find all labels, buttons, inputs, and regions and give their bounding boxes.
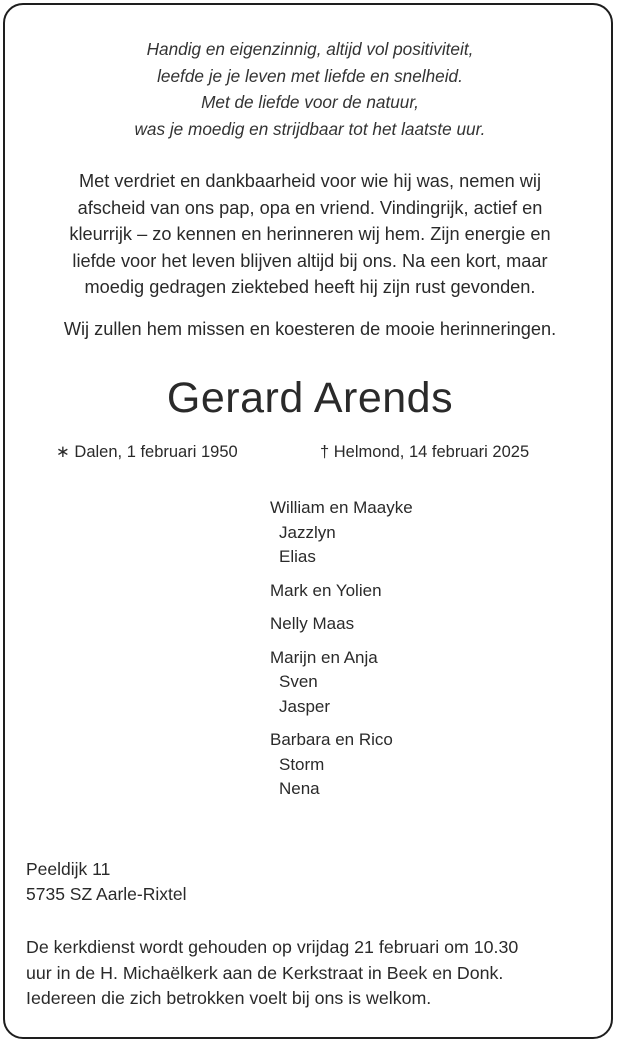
address-line: 5735 SZ Aarle-Rixtel [26,884,187,904]
intro-line: afscheid van ons pap, opa en vriend. Vindingrijk, actief en [77,197,543,218]
service-line: uur in de H. Michaëlkerk aan de Kerkstraat in Beek en Donk. [26,962,504,983]
family-group [270,646,413,720]
family-child: Jasper [279,696,331,716]
family-child: Sven [279,672,318,691]
death-date: † Helmond, 14 februari 2025 [320,443,530,461]
family-head: Nelly Maas [270,614,355,633]
intro-line: liefde voor het leven blijven altijd bij ons. Na een kort, maar [72,250,548,271]
family-group [270,612,413,637]
family-head: William en Maayke [270,498,413,517]
correspondence-address [26,857,187,907]
family-child: Nena [279,779,320,798]
address-line: Peeldijk 11 [26,859,111,879]
poem-line: Handig en eigenzinnig, altijd vol positiviteit, [146,39,474,59]
service-line: Iedereen die zich betrokken voelt bij ons is welkom. [26,988,432,1008]
poem-line: was je moedig en strijdbaar tot het laatste uur. [134,118,486,139]
family-child: Storm [279,754,325,774]
family-head: Mark en Yolien [270,580,382,600]
family-group [270,579,413,604]
family-child: Jazzlyn [279,522,336,542]
intro-text [0,168,620,301]
poem-line: Met de liefde voor de natuur, [201,92,419,112]
family-group [270,496,413,570]
relatives-list [270,496,413,811]
intro-line: kleurrijk – zo kennen en herinneren wij hem. Zijn energie en [69,224,551,245]
family-group [270,728,413,802]
closing-line: Wij zullen hem missen en koesteren de mooie herinneringen. [63,319,557,339]
service-details [26,935,518,1012]
poem-line: leefde je je leven met liefde en snelheid. [157,65,463,86]
family-head: Barbara en Rico [270,730,393,749]
service-line: De kerkdienst wordt gehouden op vrijdag 21 februari om 10.30 [26,937,519,957]
family-child: Elias [279,547,316,566]
intro-line: moedig gedragen ziektebed heeft hij zijn rust gevonden. [84,277,536,298]
birth-date: ∗ Dalen, 1 februari 1950 [56,443,238,461]
family-head: Marijn en Anja [270,647,378,667]
intro-line: Met verdriet en dankbaarheid voor wie hij was, nemen wij [79,171,541,191]
deceased-name: Gerard Arends [166,374,454,422]
poem [0,36,620,142]
